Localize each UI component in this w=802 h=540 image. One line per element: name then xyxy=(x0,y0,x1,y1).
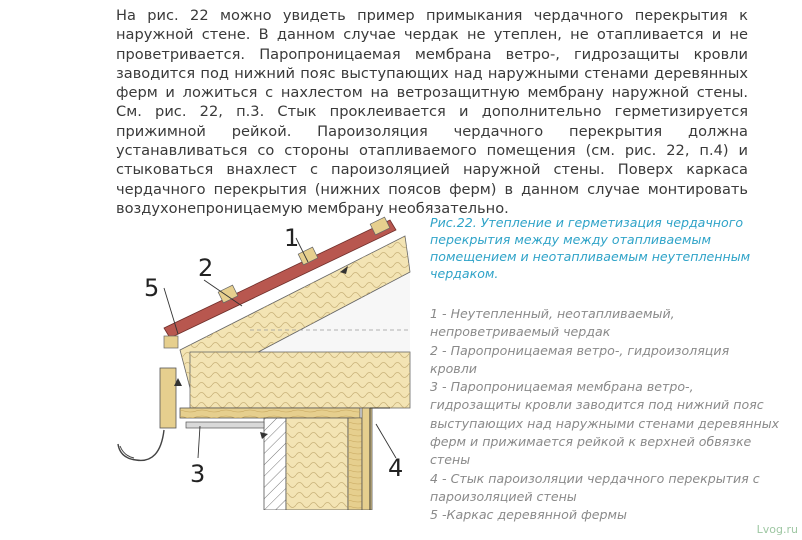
gutter xyxy=(118,430,164,460)
callout-3: 3 xyxy=(190,460,206,488)
legend-item: 1 - Неутепленный, неотапливаемый, непроветриваемый чердак xyxy=(430,306,675,340)
figure-caption: Рис.22. Утепление и герметизация чердачного перекрытия между между отапливаемым помещением и неотапливаемым неутепленным чердаком. xyxy=(430,215,751,281)
legend-item: 5 -Каркас деревянной фермы xyxy=(430,507,627,523)
figure-legend xyxy=(430,305,780,525)
callout-2: 2 xyxy=(198,254,214,282)
fascia xyxy=(160,368,176,428)
batten xyxy=(164,336,178,348)
soffit xyxy=(186,422,264,428)
legend-item: 2 - Паропроницаемая ветро-, гидроизоляция кровли xyxy=(430,342,730,376)
legend-item: 4 - Стык пароизоляции чердачного перекрытия с пароизоляцией стены xyxy=(430,470,760,504)
callout-4: 4 xyxy=(388,454,404,482)
wall-cladding xyxy=(264,418,286,510)
body-paragraph: На рис. 22 можно увидеть пример примыкания чердачного перекрытия к наружной стене. В данном случае чердак не утеплен, не отапливается и не проветривается. Паропроницаемая мембрана ветро-, гидрозащиты кровли заводится под нижний пояс выступающих над наружными стенами деревянных ферм и ложиться с нахлестом на ветрозащитную мембрану наружной стены. См. рис. 22, п.3. Стык проклеивается и дополнительно герметизируется прижимной рейкой. Пароизоляция чердачного перекрытия должна устанавливаться со стороны отапливаемого помещения (см. рис. 22, п.4) и стыковаться внахлест с пароизоляцией наружной стены. Поверх каркаса чердачного перекрытия (нижних поясов ферм) в данном случае монтировать воздухонепроницаемую мембрану необязательно. xyxy=(116,7,748,217)
site-watermark: Lvog.ru xyxy=(756,523,798,536)
callout-5: 5 xyxy=(144,274,160,302)
roof-junction-figure xyxy=(100,210,420,510)
legend-item: 3 - Паропроницаемая мембрана ветро-, гидрозащиты кровли заводится под нижний пояс выступающих над наружными стенами деревянных ферм и прижимается рейкой к верхней обвязке стены xyxy=(430,379,780,468)
callout-1: 1 xyxy=(284,224,300,252)
